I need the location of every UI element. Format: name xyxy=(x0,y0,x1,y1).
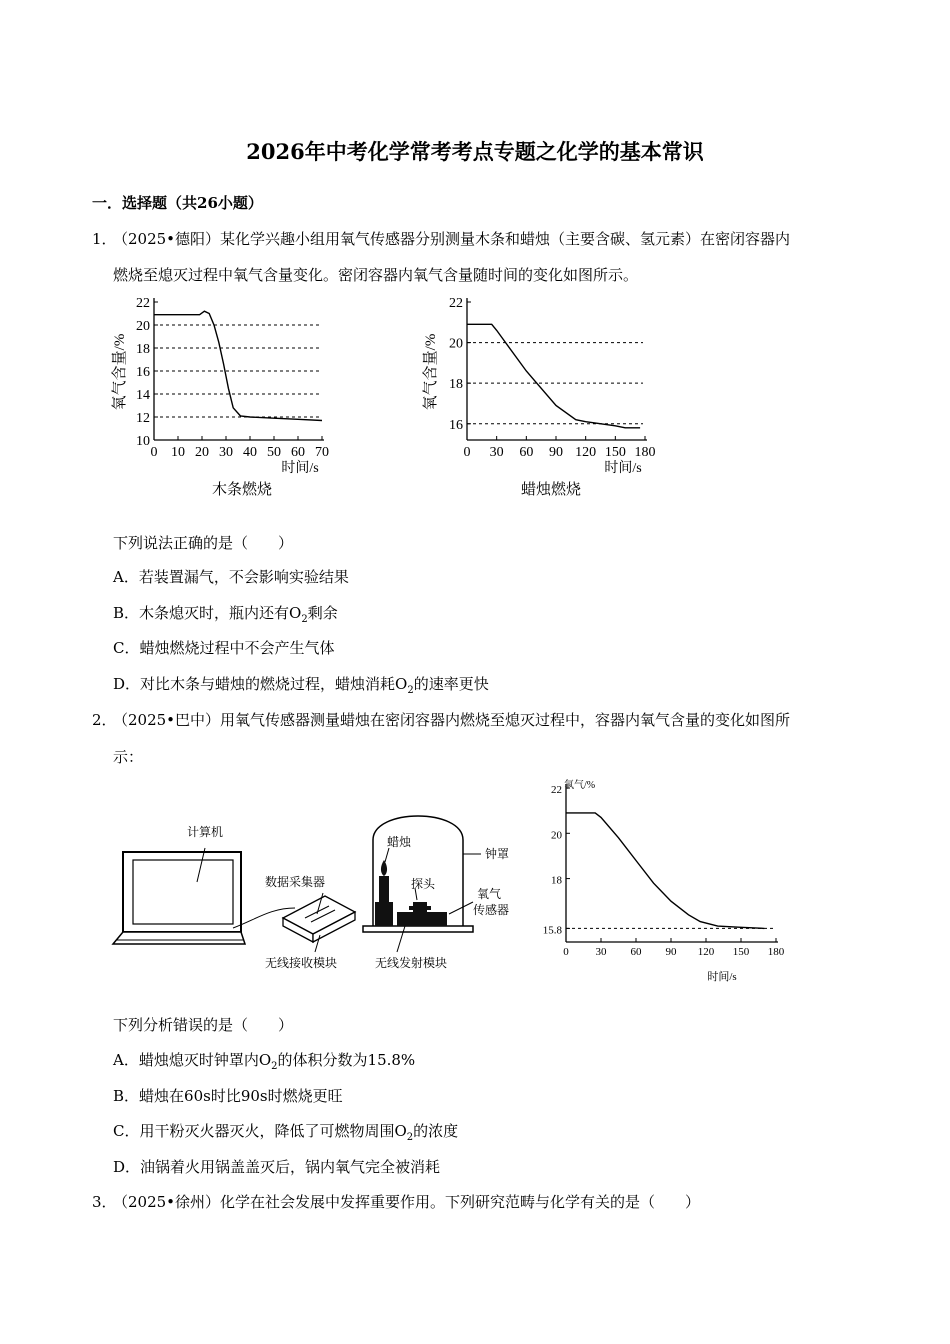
q2-stem-line1: （2025•巴中）用氧气传感器测量蜡烛在密闭容器内燃烧至熄灭过程中，容器内氧气含量的变化如图所 xyxy=(113,711,791,729)
data-collector xyxy=(283,896,355,942)
x-tick-label: 10 xyxy=(171,445,185,460)
option-text: 蜡烛燃烧过程中不会产生气体 xyxy=(139,639,335,657)
x-axis-label: 时间/s xyxy=(604,461,642,476)
x-tick-label: 30 xyxy=(489,445,504,460)
x-tick-label: 120 xyxy=(697,946,715,958)
x-tick-label: 150 xyxy=(604,445,626,460)
q1-option-a[interactable] xyxy=(113,567,349,587)
label-sensor-1: 氧气 xyxy=(477,887,502,901)
x-tick-label: 60 xyxy=(630,946,642,958)
q2-number: 2． xyxy=(92,711,117,729)
option-text-after: 剩余 xyxy=(307,604,338,622)
q2-option-b[interactable] xyxy=(113,1086,343,1106)
q1-option-c[interactable] xyxy=(113,638,335,658)
subscript: 2 xyxy=(301,614,308,625)
x-tick-label: 0 xyxy=(563,946,569,958)
y-tick-label: 14 xyxy=(136,388,150,403)
option-text: 蜡烛熄灭时钟罩内O xyxy=(138,1051,272,1069)
q1-option-b[interactable] xyxy=(113,603,338,630)
x-tick-label: 30 xyxy=(595,946,607,958)
x-tick-label: 30 xyxy=(219,445,233,460)
x-tick-label: 50 xyxy=(267,445,281,460)
y-tick-label: 16 xyxy=(136,365,150,380)
label-transmitter: 无线发射模块 xyxy=(375,956,448,970)
y-tick-label: 22 xyxy=(551,784,562,796)
y-axis-label: 氧气/% xyxy=(564,780,596,791)
chart-title: 木条燃烧 xyxy=(211,482,273,498)
q1-stem-line2: 燃烧至熄灭过程中氧气含量变化。密闭容器内氧气含量随时间的变化如图所示。 xyxy=(113,266,639,284)
label-sensor-2: 传感器 xyxy=(473,903,510,917)
x-tick-label: 60 xyxy=(519,445,534,460)
y-tick-label: 20 xyxy=(551,829,562,842)
page-title: 2026年中考化学常考考点专题之化学的基本常识 xyxy=(246,139,704,164)
option-label: A． xyxy=(113,568,139,586)
label-receiver: 无线接收模块 xyxy=(265,956,338,970)
candle xyxy=(375,860,393,926)
option-text: 油锅着火用锅盖盖灭后，锅内氧气完全被消耗 xyxy=(140,1158,441,1176)
option-label: D． xyxy=(113,675,141,693)
option-text: 蜡烛在60s时比90s时燃烧更旺 xyxy=(139,1087,343,1105)
y-tick-label: 18 xyxy=(551,874,562,887)
option-label: C． xyxy=(113,639,140,657)
y-tick-label: 18 xyxy=(449,377,463,393)
option-label: B． xyxy=(113,1087,140,1105)
chart-title: 蜡烛燃烧 xyxy=(520,482,582,498)
q2-option-a[interactable] xyxy=(113,1050,415,1077)
apparatus-diagram xyxy=(105,780,525,980)
q2-prompt: 下列分析错误的是（ ） xyxy=(113,1016,294,1034)
x-tick-label: 40 xyxy=(243,445,257,460)
option-text-after: 的体积分数为15.8% xyxy=(277,1051,416,1069)
x-tick-label: 180 xyxy=(767,946,785,958)
option-label: B． xyxy=(113,604,140,622)
laptop-computer xyxy=(113,852,245,944)
x-tick-label: 90 xyxy=(665,946,677,958)
label-candle: 蜡烛 xyxy=(387,835,412,849)
label-probe: 探头 xyxy=(411,877,436,891)
subscript: 2 xyxy=(271,1061,278,1072)
x-tick-label: 150 xyxy=(732,946,750,958)
option-text-after: 的速率更快 xyxy=(413,675,489,693)
x-axis-label: 时间/s xyxy=(281,461,319,476)
oxygen-sensor xyxy=(397,902,447,926)
y-tick-label: 16 xyxy=(449,417,463,433)
chart-wood-strip xyxy=(100,290,350,505)
option-text: 用干粉灭火器灭火，降低了可燃物周围O xyxy=(139,1122,407,1140)
y-tick-label: 15.8 xyxy=(542,924,562,937)
subscript: 2 xyxy=(407,685,414,696)
y-tick-label: 10 xyxy=(136,434,150,449)
oxygen-series-line xyxy=(467,324,640,428)
option-text: 若装置漏气，不会影响实验结果 xyxy=(138,568,349,586)
x-tick-label: 70 xyxy=(315,445,329,460)
label-computer: 计算机 xyxy=(187,825,224,839)
option-label: D． xyxy=(113,1158,141,1176)
x-tick-label: 120 xyxy=(575,445,597,460)
option-label: C． xyxy=(113,1122,140,1140)
x-tick-label: 90 xyxy=(549,445,563,460)
chart-bell-jar-candle xyxy=(530,772,800,987)
label-collector: 数据采集器 xyxy=(265,875,326,889)
q2-option-c[interactable] xyxy=(113,1121,458,1148)
q1-prompt: 下列说法正确的是（ ） xyxy=(113,534,294,552)
subscript: 2 xyxy=(406,1132,414,1143)
q1-number: 1． xyxy=(92,230,117,248)
y-tick-label: 20 xyxy=(449,336,463,352)
label-bell: 钟罩 xyxy=(485,847,510,861)
option-text-after: 的浓度 xyxy=(413,1122,459,1140)
option-text: 木条熄灭时，瓶内还有O xyxy=(139,604,302,622)
q1-stem-line1: （2025•德阳）某化学兴趣小组用氧气传感器分别测量木条和蜡烛（主要含碳、氢元素）在密闭容器内 xyxy=(113,230,791,248)
q3-number: 3． xyxy=(92,1193,117,1211)
x-tick-label: 180 xyxy=(634,445,656,460)
x-tick-label: 60 xyxy=(291,445,305,460)
y-axis-label: 氧气含量/% xyxy=(112,333,128,411)
y-tick-label: 22 xyxy=(136,296,150,311)
q2-option-d[interactable] xyxy=(113,1157,440,1177)
y-tick-label: 12 xyxy=(136,411,150,426)
y-axis-label: 氧气含量/% xyxy=(423,333,439,411)
y-tick-label: 20 xyxy=(136,319,150,334)
option-text: 对比木条与蜡烛的燃烧过程，蜡烛消耗O xyxy=(140,675,408,693)
section-heading: 一．选择题（共26小题） xyxy=(92,194,263,212)
q2-stem-line2: 示： xyxy=(113,748,144,766)
q1-option-d[interactable] xyxy=(113,674,489,701)
chart-candle xyxy=(415,290,675,505)
x-tick-label: 0 xyxy=(150,445,158,460)
x-tick-label: 20 xyxy=(195,445,209,460)
y-tick-label: 22 xyxy=(449,296,463,311)
x-axis-label: 时间/s xyxy=(707,971,737,983)
q3-stem-line1: （2025•徐州）化学在社会发展中发挥重要作用。下列研究范畴与化学有关的是（ ） xyxy=(113,1193,701,1211)
x-tick-label: 0 xyxy=(463,445,471,460)
option-label: A． xyxy=(113,1051,139,1069)
oxygen-series-line xyxy=(154,311,322,420)
oxygen-series-line xyxy=(566,813,764,929)
y-tick-label: 18 xyxy=(136,342,150,357)
